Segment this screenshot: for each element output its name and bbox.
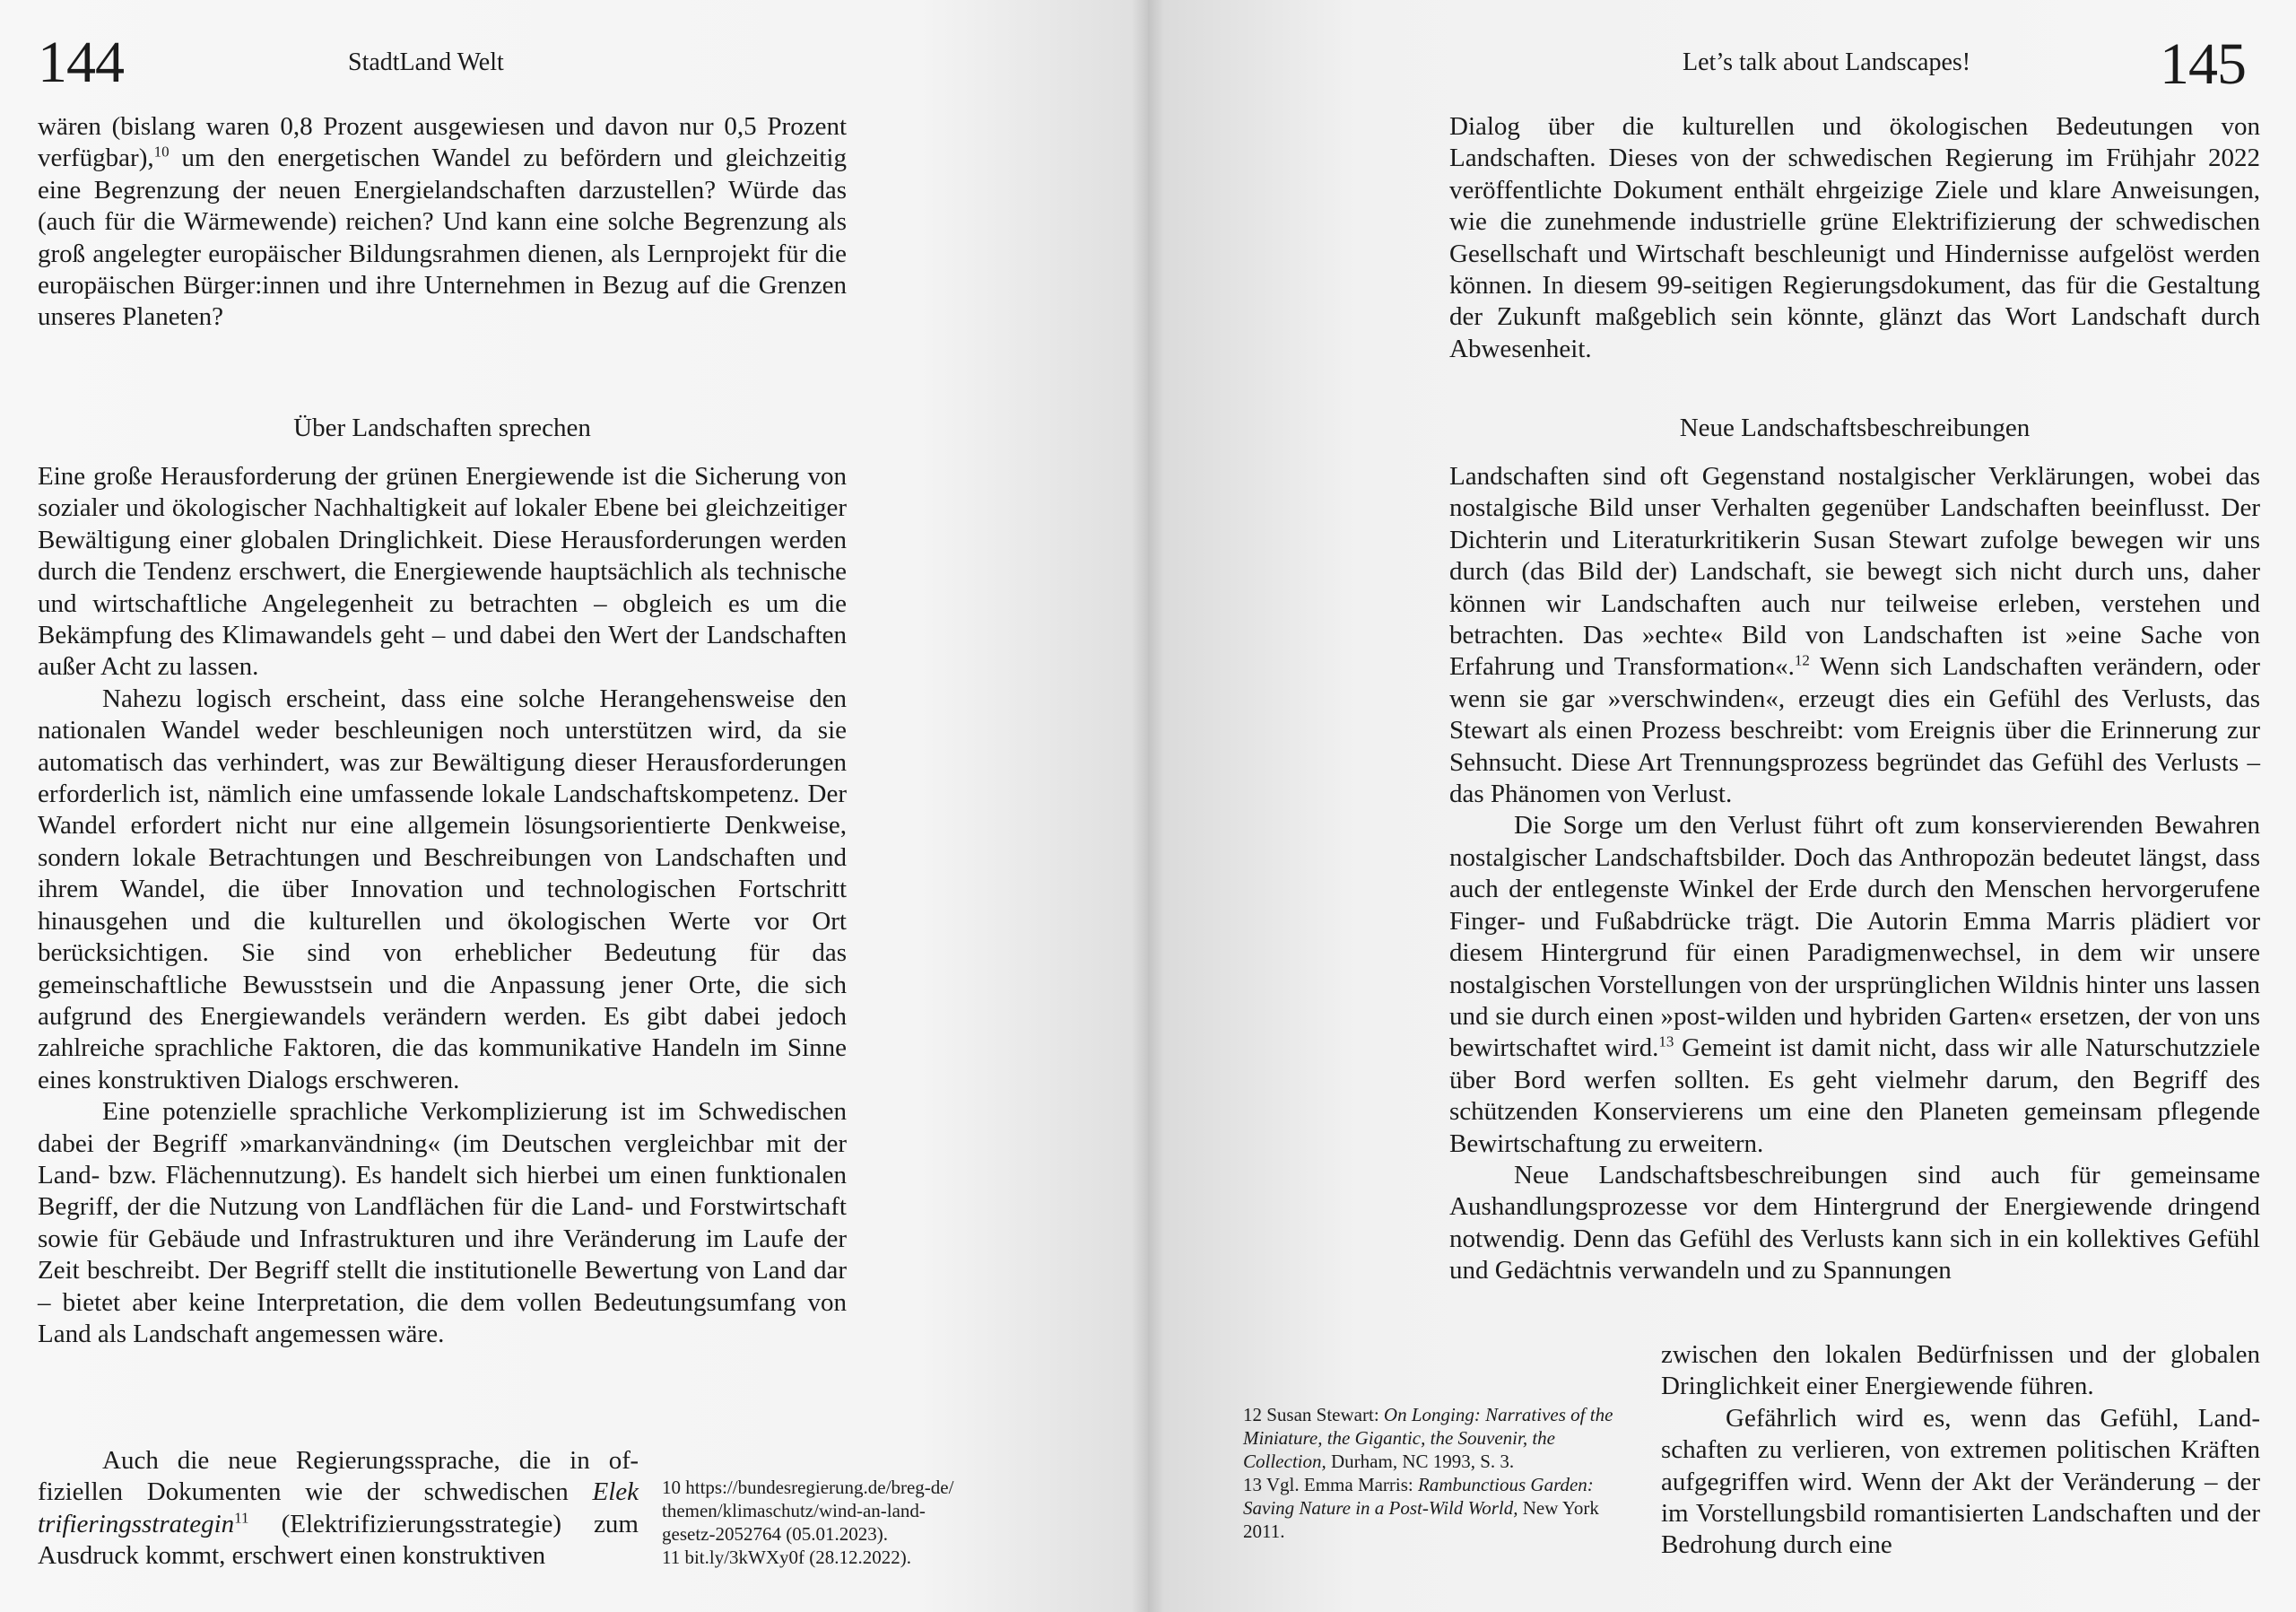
right-main-column xyxy=(1449,111,2260,365)
right-narrow-column xyxy=(1661,1339,2260,1562)
footnote-line: gesetz-2052764 (05.01.2023). xyxy=(662,1523,888,1545)
page-number: 145 xyxy=(2160,31,2246,97)
page-number: 144 xyxy=(38,30,124,95)
footnote-ref: 11 xyxy=(234,1509,249,1527)
section-heading: Über Landschaften sprechen xyxy=(293,414,591,442)
paragraph: Neue Landschaftsbeschreibungen sind auch für gemeinsame Aushandlungsprozesse vor dem Hintergrund der Energiewende dringend notwendig. Denn das Gefühl des Verlusts kann sich in ein kollektives Gefühl und Gedächtnis verwandeln und zu Spannungen xyxy=(1449,1160,2260,1285)
footnote-line: 11 bit.ly/3kWXy0f (28.12.2022). xyxy=(662,1547,912,1568)
footnote-line: 10 https://bundesregierung.de/breg-de/ xyxy=(662,1477,954,1498)
paragraph: Nahezu logisch erscheint, dass eine solche Herangehensweise den nationalen Wandel weder beschleunigen noch unterstützen wird, da sie automatisch das verhindert, was zur Bewältigung dieser Herausforderungen erforderlich ist, nämlich eine umfassende lokale Landschaftskompetenz. Der Wandel erfordert nicht nur eine allgemein lösungsorientierte Denkweise, sondern lokale Betrachtungen und Beschreibungen von Landschaften und ihrem Wandel, die über Innovation und technologischen Fortschritt hinausgehen und die kulturellen und ökologischen Werte vor Ort berücksichtigen. Sie sind von erheblicher Bedeutung für das gemeinschaftliche Bewusstsein und die Anpassung jener Orte, die sich aufgrund des Energiewandels verändern werden. Es gibt dabei jedoch zahlreiche sprachliche Faktoren, die das kommunikative Handeln im Sinne eines konstruktiven Dialogs erschweren. xyxy=(38,684,847,1094)
footnote-ref: 10 xyxy=(153,143,170,161)
paragraph: Landschaften sind oft Gegenstand nostalgischer Verklärungen, wobei das nostalgische Bild unser Verhalten gegenüber Landschaften beeinflusst. Der Dichterin und Literaturkritikerin Susan Stewart zufolge bewegen wir uns durch (das Bild der) Landschaft, sie bewegt sich nicht durch uns, daher können wir Landschaften auch nur teilweise erleben, verstehen und betrachten. Das »echte« Bild von Landschaften ist »eine Sache von Erfahrung und Transformation«.$^{12}$ Wenn sich Landschaften verändern, oder wenn sie gar »verschwinden«, erzeugt dies ein Gefühl des Verlusts, das Stewart als einen Prozess beschreibt: vom Ereignis über die Erinnerung zur Sehnsucht. Diese Art Trennungsprozess begründet das Gefühl des Verlusts – das Phänomen von Verlust. xyxy=(1449,462,2260,809)
paragraph: Eine potenzielle sprachliche Verkomplizierung ist im Schwedischen dabei der Begriff »markanvändning« (im Deutschen vergleichbar mit der Land- bzw. Flächennutzung). Es handelt sich hierbei um einen funktionalen Begriff, der die Nutzung von Landflächen für die Land- und Forstwirtschaft sowie für Gebäude und Infrastrukturen und ihre Veränderung im Laufe der Zeit beschreibt. Der Begriff stellt die institutionelle Bewertung von Land dar – bietet aber keine Interpretation, die dem vollen Bedeutungsumfang von Land als Landschaft angemessen wäre. xyxy=(38,1097,847,1348)
paragraph-continued: zwischen den lokalen Bedürfnissen und der globalen Dringlichkeit einer Energiewende führen. xyxy=(1661,1340,2260,1401)
paragraph: Eine große Herausforderung der grünen Energiewende ist die Sicherung von sozialer und ökologischer Nachhaltigkeit auf lokaler Ebene bei gleichzeitiger Bewältigung einer globalen Dringlichkeit. Diese Herausforderungen werden durch die Tendenz erschwert, die Energiewende hauptsächlich als technische und wirtschaftliche Angelegenheit zu betrachten – obgleich es um die Bekämpfung des Klimawandels geht – und dabei den Wert der Landschaften außer Acht zu lassen. xyxy=(38,462,847,682)
footnotes xyxy=(662,1476,1065,1569)
footnotes xyxy=(1243,1403,1638,1543)
running-head: StadtLand Welt xyxy=(348,48,504,76)
left-heading-block xyxy=(38,413,847,444)
footnote-line: themen/klimaschutz/wind-an-land- xyxy=(662,1500,926,1521)
footnote-ref: 12 xyxy=(1794,651,1810,669)
left-narrow-paragraph xyxy=(38,1445,639,1573)
opening-paragraph: Dialog über die kulturellen und ökologischen Bedeutungen von Landschaften. Dieses von der schwedischen Regierung im Frühjahr 2022 veröffentlichte Dokument enthält ehrgeizige Ziele und klare Anweisungen, wie die zunehmende industrielle grüne Elektrifizierung der schwedischen Gesellschaft und Wirtschaft beschleunigt und Hindernisse aufgelöst werden können. In diesem 99-seitigen Regierungsdokument, das für die Gestaltung der Zukunft maßgeblich sein könnte, glänzt das Wort Landschaft durch Abwesenheit. xyxy=(1449,112,2260,363)
book-gutter xyxy=(1132,0,1164,1612)
right-body xyxy=(1449,461,2260,1287)
footnote-12: 12 Susan Stewart: On Longing: Narratives of the Miniature, the Gigantic, the Souvenir, the Collection, Durham, NC 1993, S. 3. xyxy=(1243,1404,1613,1472)
opening-paragraph: wären (bislang waren 0,8 Prozent ausgewiesen und davon nur 0,5 Prozent verfügbar),$^{10}$ um den energetischen Wandel zu befördern und gleichzeitig eine Begrenzung der neuen Energielandschaften darzustellen? Würde das (auch für die Wärmewende) reichen? Und kann eine solche Begrenzung als groß angelegter europäischer Bildungsrahmen dienen, als Lernprojekt für die europäischen Bürger:innen und ihre Unternehmen in Bezug auf die Grenzen unseres Planeten? xyxy=(38,112,847,332)
paragraph: Gefährlich wird es, wenn das Gefühl, Landschaften zu verlieren, von extremen politischen Kräften aufgegriffen wird. Wenn der Akt der Veränderung – der im Vorstellungsbild romantisierten Landschaften und der Bedrohung durch eine xyxy=(1661,1403,2260,1560)
left-body xyxy=(38,461,847,1350)
footnote-13: 13 Vgl. Emma Marris: Rambunctious Garden: Saving Nature in a Post-Wild World, New York 2011. xyxy=(1243,1474,1599,1542)
right-heading-block xyxy=(1449,413,2260,444)
left-main-column xyxy=(38,111,847,334)
footnote-ref: 13 xyxy=(1658,1033,1674,1050)
paragraph: Die Sorge um den Verlust führt oft zum konservierenden Bewahren nostalgischer Landschaftsbilder. Doch das Anthropozän bedeutet längst, dass auch der entlegenste Winkel der Erde durch den Menschen hervorgerufene Finger- und Fußabdrücke trägt. Die Autorin Emma Marris plädiert vor diesem Hintergrund für einen Paradigmenwechsel, in dem wir unsere nostalgischen Vorstellungen von der ursprünglichen Wildnis hinter uns lassen und sie durch einen »post-wilden und hybriden Garten« ersetzen, der von uns bewirtschaftet wird.$^{13}$ Gemeint ist damit nicht, dass wir alle Naturschutzziele über Bord werfen sollten. Es geht vielmehr darum, den Begriff des schützenden Konservierens um eine den Planeten gemeinsam pflegende Bewirtschaftung zu erweitern. xyxy=(1449,811,2260,1158)
running-head: Let’s talk about Landscapes! xyxy=(1683,48,1971,76)
paragraph: Auch die neue Regierungssprache, die in offiziellen Dokumenten wie der schwedischen Elek trifieringsstrategin$^{11}$ (Elektrifizierungsstrategie) zum Ausdruck kommt, erschwert einen konstruktiven xyxy=(38,1446,639,1571)
right-page xyxy=(1148,0,2296,1612)
section-heading: Neue Landschaftsbeschreibungen xyxy=(1679,414,2031,442)
